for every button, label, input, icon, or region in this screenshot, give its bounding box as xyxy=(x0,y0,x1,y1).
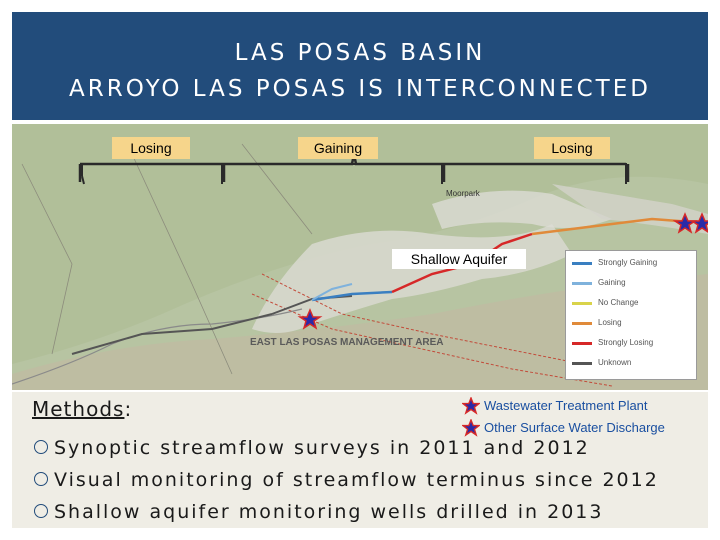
bullet-text: Visual monitoring of streamflow terminus since 2012 xyxy=(54,469,659,491)
segment-label-losing-right: Losing xyxy=(534,137,610,159)
bullet-text: Synoptic streamflow surveys in 2011 and 2012 xyxy=(54,437,590,459)
place-label: Moorpark xyxy=(446,189,480,198)
legend-label: No Change xyxy=(598,298,639,307)
slide-title-line-2: ARROYO LAS POSAS IS INTERCONNECTED xyxy=(69,76,651,102)
legend-line xyxy=(572,362,592,365)
slide-title-line-1: LAS POSAS BASIN xyxy=(234,40,486,66)
legend-line xyxy=(572,302,592,305)
methods-heading xyxy=(32,397,132,421)
title-header xyxy=(12,12,708,120)
map-legend xyxy=(565,250,697,380)
legend-line xyxy=(572,282,592,285)
methods-bullet-list xyxy=(34,432,659,528)
bullet-circle-icon xyxy=(34,472,48,486)
segment-label-gaining: Gaining xyxy=(298,137,378,159)
bullet-circle-icon xyxy=(34,504,48,518)
legend-line xyxy=(572,262,592,265)
legend-line xyxy=(572,342,592,345)
legend-item xyxy=(572,296,692,310)
legend-label: Strongly Losing xyxy=(598,338,654,347)
legend-item xyxy=(572,316,692,330)
legend-line xyxy=(572,322,592,325)
legend-label: Unknown xyxy=(598,358,632,367)
legend-item xyxy=(572,336,692,350)
legend-label: Losing xyxy=(598,318,622,327)
methods-heading-colon: : xyxy=(124,397,133,421)
methods-heading-text: Methods xyxy=(32,397,125,421)
legend-item xyxy=(572,276,692,290)
segment-label-losing-left: Losing xyxy=(112,137,190,159)
legend-label: Strongly Gaining xyxy=(598,258,658,267)
bullet-circle-icon xyxy=(34,440,48,454)
list-item xyxy=(34,464,659,496)
wastewater-key-label: Wastewater Treatment Plant xyxy=(484,398,648,413)
legend-item xyxy=(572,256,692,270)
legend-label: Gaining xyxy=(598,278,626,287)
list-item xyxy=(34,496,659,528)
management-area-label: EAST LAS POSAS MANAGEMENT AREA xyxy=(250,337,444,348)
wastewater-star-icon xyxy=(462,397,480,415)
legend-item xyxy=(572,356,692,370)
bullet-text: Shallow aquifer monitoring wells drilled in 2013 xyxy=(54,501,604,523)
discharge-key-label: Other Surface Water Discharge xyxy=(484,420,665,435)
list-item xyxy=(34,432,659,464)
shallow-aquifer-label: Shallow Aquifer xyxy=(392,249,526,269)
